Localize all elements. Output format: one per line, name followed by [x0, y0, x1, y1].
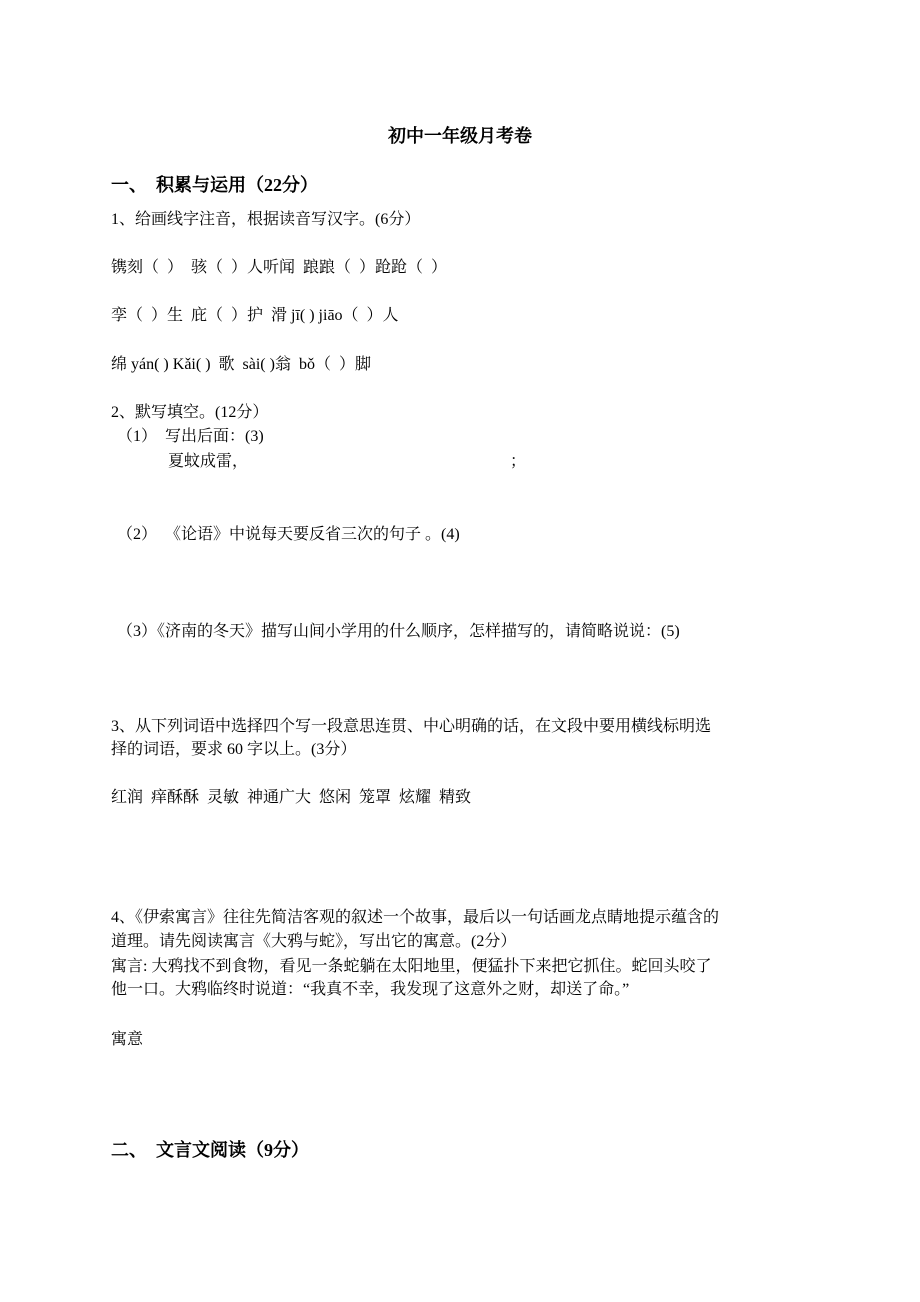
q1-prompt: 1、给画线字注音，根据读音写汉字。(6分）: [111, 211, 421, 228]
q3-prompt-1: 3、从下列词语中选择四个写一段意思连贯、中心明确的话，在文段中要用横线标明选: [111, 718, 712, 735]
q1-row-3: 绵 yán( ) Kǎi( ) 歌 sài( )翁 bǒ（ ）脚: [111, 356, 371, 373]
q2-sub2: （2） 《论语》中说每天要反省三次的句子 。(4): [117, 526, 460, 543]
section-2-heading: 二、 文言文阅读（9分）: [111, 1140, 309, 1160]
q2-sub1-end: ；: [510, 453, 527, 470]
q4-prompt-2: 道理。请先阅读寓言《大鸦与蛇》，写出它的寓意。(2分）: [111, 933, 517, 950]
q3-prompt-2: 择的词语，要求 60 字以上。(3分）: [111, 741, 357, 758]
q4-answer-label: 寓意: [111, 1031, 144, 1048]
q2-sub1-line: 夏蚊成雷，: [168, 453, 249, 470]
q1-row-2: 孪（ ）生 庇（ ）护 滑 jī( ) jiāo（ ）人: [111, 307, 399, 324]
section-1-heading: 一、 积累与运用（22分）: [111, 175, 318, 195]
q4-fable-1: 寓言: 大鸦找不到食物，看见一条蛇躺在太阳地里，便猛扑下来把它抓住。蛇回头咬了: [111, 958, 712, 975]
q4-fable-2: 他一口。大鸦临终时说道：“我真不幸，我发现了这意外之财，却送了命。”: [111, 981, 630, 998]
q2-prompt: 2、默写填空。(12分）: [111, 404, 269, 421]
q3-words: 红润 痒酥酥 灵敏 神通广大 悠闲 笼罩 炫耀 精致: [111, 789, 472, 806]
q4-prompt-1: 4、《伊索寓言》往往先简洁客观的叙述一个故事，最后以一句话画龙点睛地提示蕴含的: [111, 909, 720, 926]
q2-sub1: （1） 写出后面：(3): [117, 428, 264, 445]
exam-title: 初中一年级月考卷: [388, 126, 532, 146]
q2-sub3: （3）《济南的冬天》描写山间小学用的什么顺序，怎样描写的，请简略说说：(5): [117, 623, 680, 640]
q1-row-1: 镌刻（ ） 骇（ ）人听闻 踉踉（ ）跄跄（ ）: [111, 259, 448, 276]
